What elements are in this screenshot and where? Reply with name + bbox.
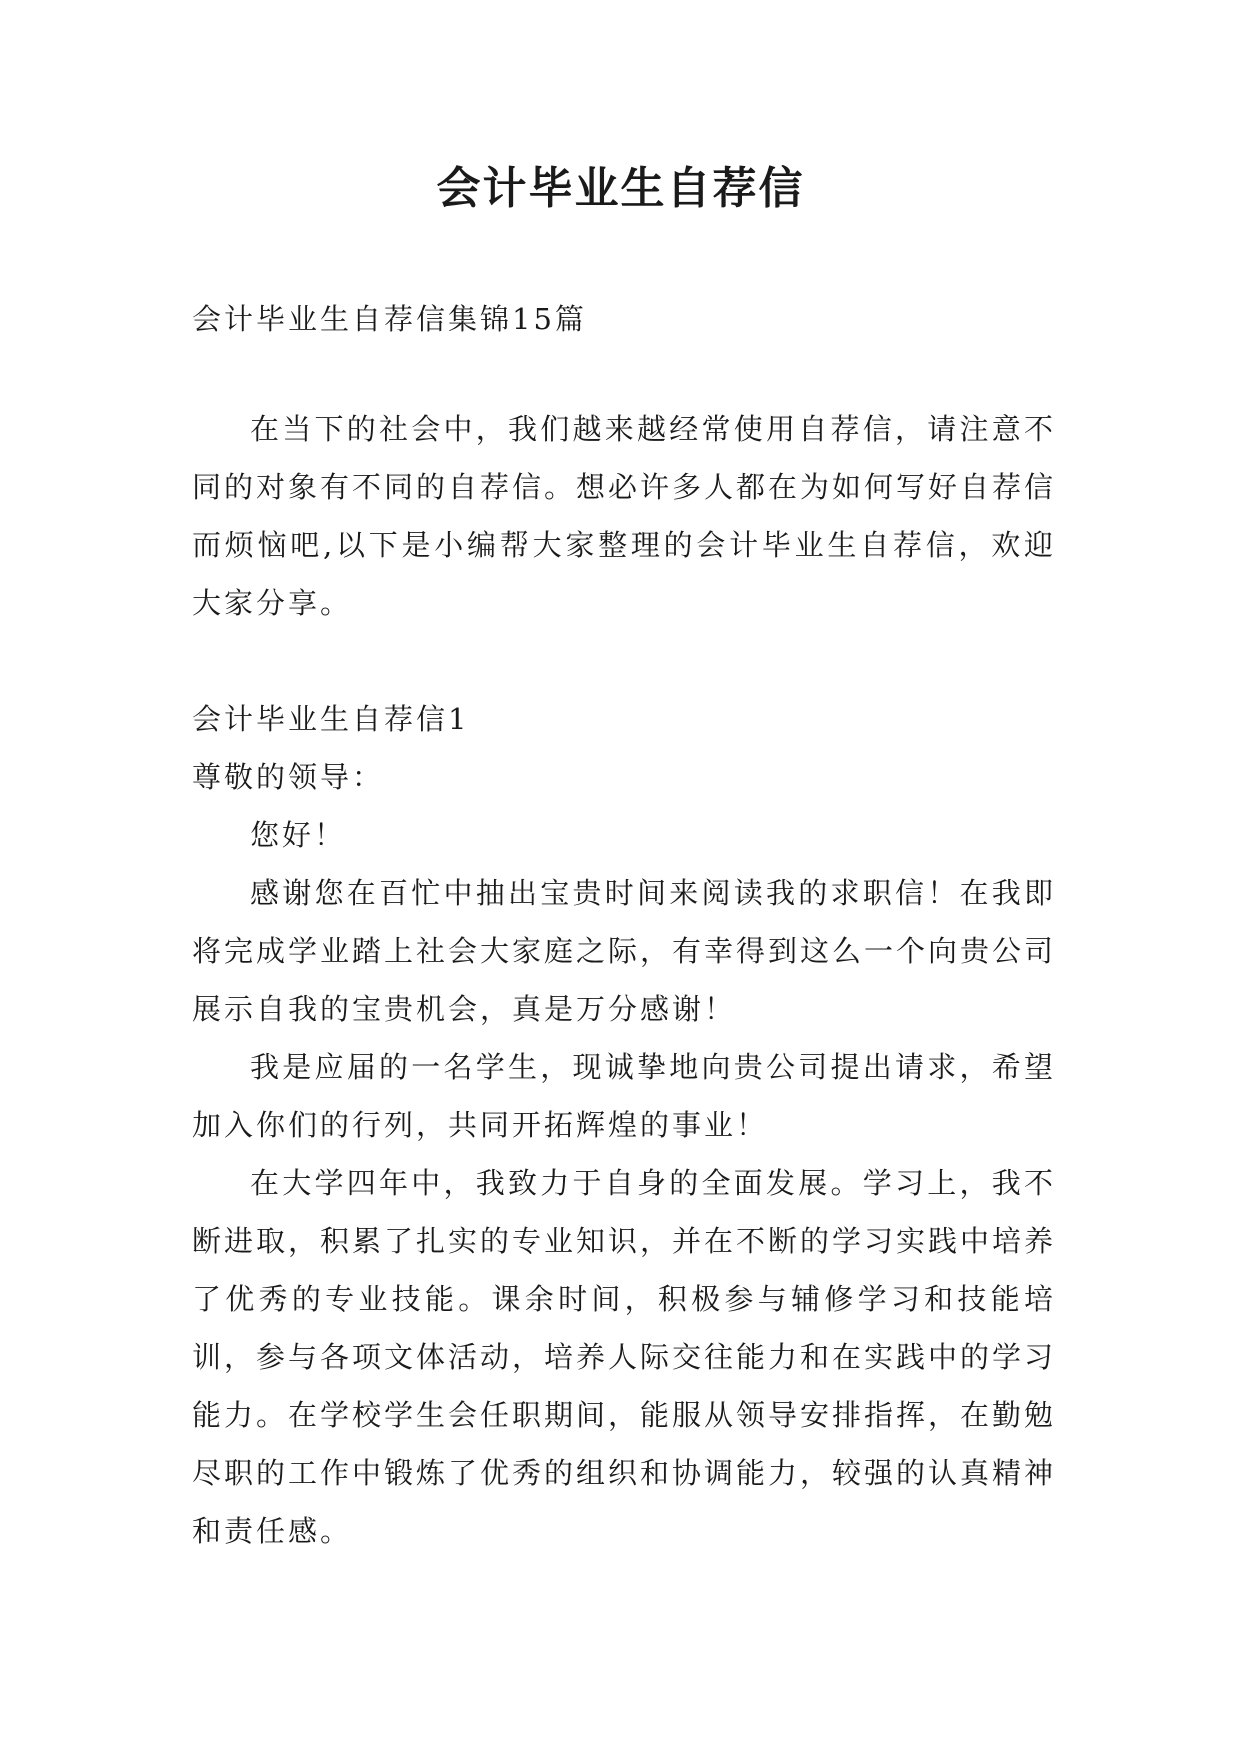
letter-salutation: 尊敬的领导： — [192, 760, 385, 794]
letter-greeting: 您好！ — [250, 818, 347, 852]
intro-paragraph: 在当下的社会中，我们越来越经常使用自荐信，请注意不同的对象有不同的自荐信。想必许多人都在为如何写好自荐信而烦恼吧,以下是小编帮大家整理的会计毕业生自荐信，欢迎大家分享。 — [192, 412, 1057, 620]
letter-paragraph: 感谢您在百忙中抽出宝贵时间来阅读我的求职信！在我即将完成学业踏上社会大家庭之际，有幸得到这么一个向贵公司展示自我的宝贵机会，真是万分感谢！ — [192, 876, 1057, 1026]
document-body — [192, 290, 1056, 1560]
document-title: 会计毕业生自荐信 — [436, 163, 805, 214]
letter-paragraph: 我是应届的一名学生，现诚挚地向贵公司提出请求，希望加入你们的行列，共同开拓辉煌的事业！ — [192, 1050, 1056, 1142]
letter-heading: 会计毕业生自荐信1 — [192, 702, 470, 736]
letter-paragraph: 在大学四年中，我致力于自身的全面发展。学习上，我不断进取，积累了扎实的专业知识，并在不断的学习实践中培养了优秀的专业技能。课余时间，积极参与辅修学习和技能培训，参与各项文体活动，培养人际交往能力和在实践中的学习能力。在学校学生会任职期间，能服从领导安排指挥，在勤勉尽职的工作中锻炼了优秀的组织和协调能力，较强的认真精神和责任感。 — [192, 1166, 1057, 1548]
document-subtitle: 会计毕业生自荐信集锦15篇 — [192, 302, 587, 336]
